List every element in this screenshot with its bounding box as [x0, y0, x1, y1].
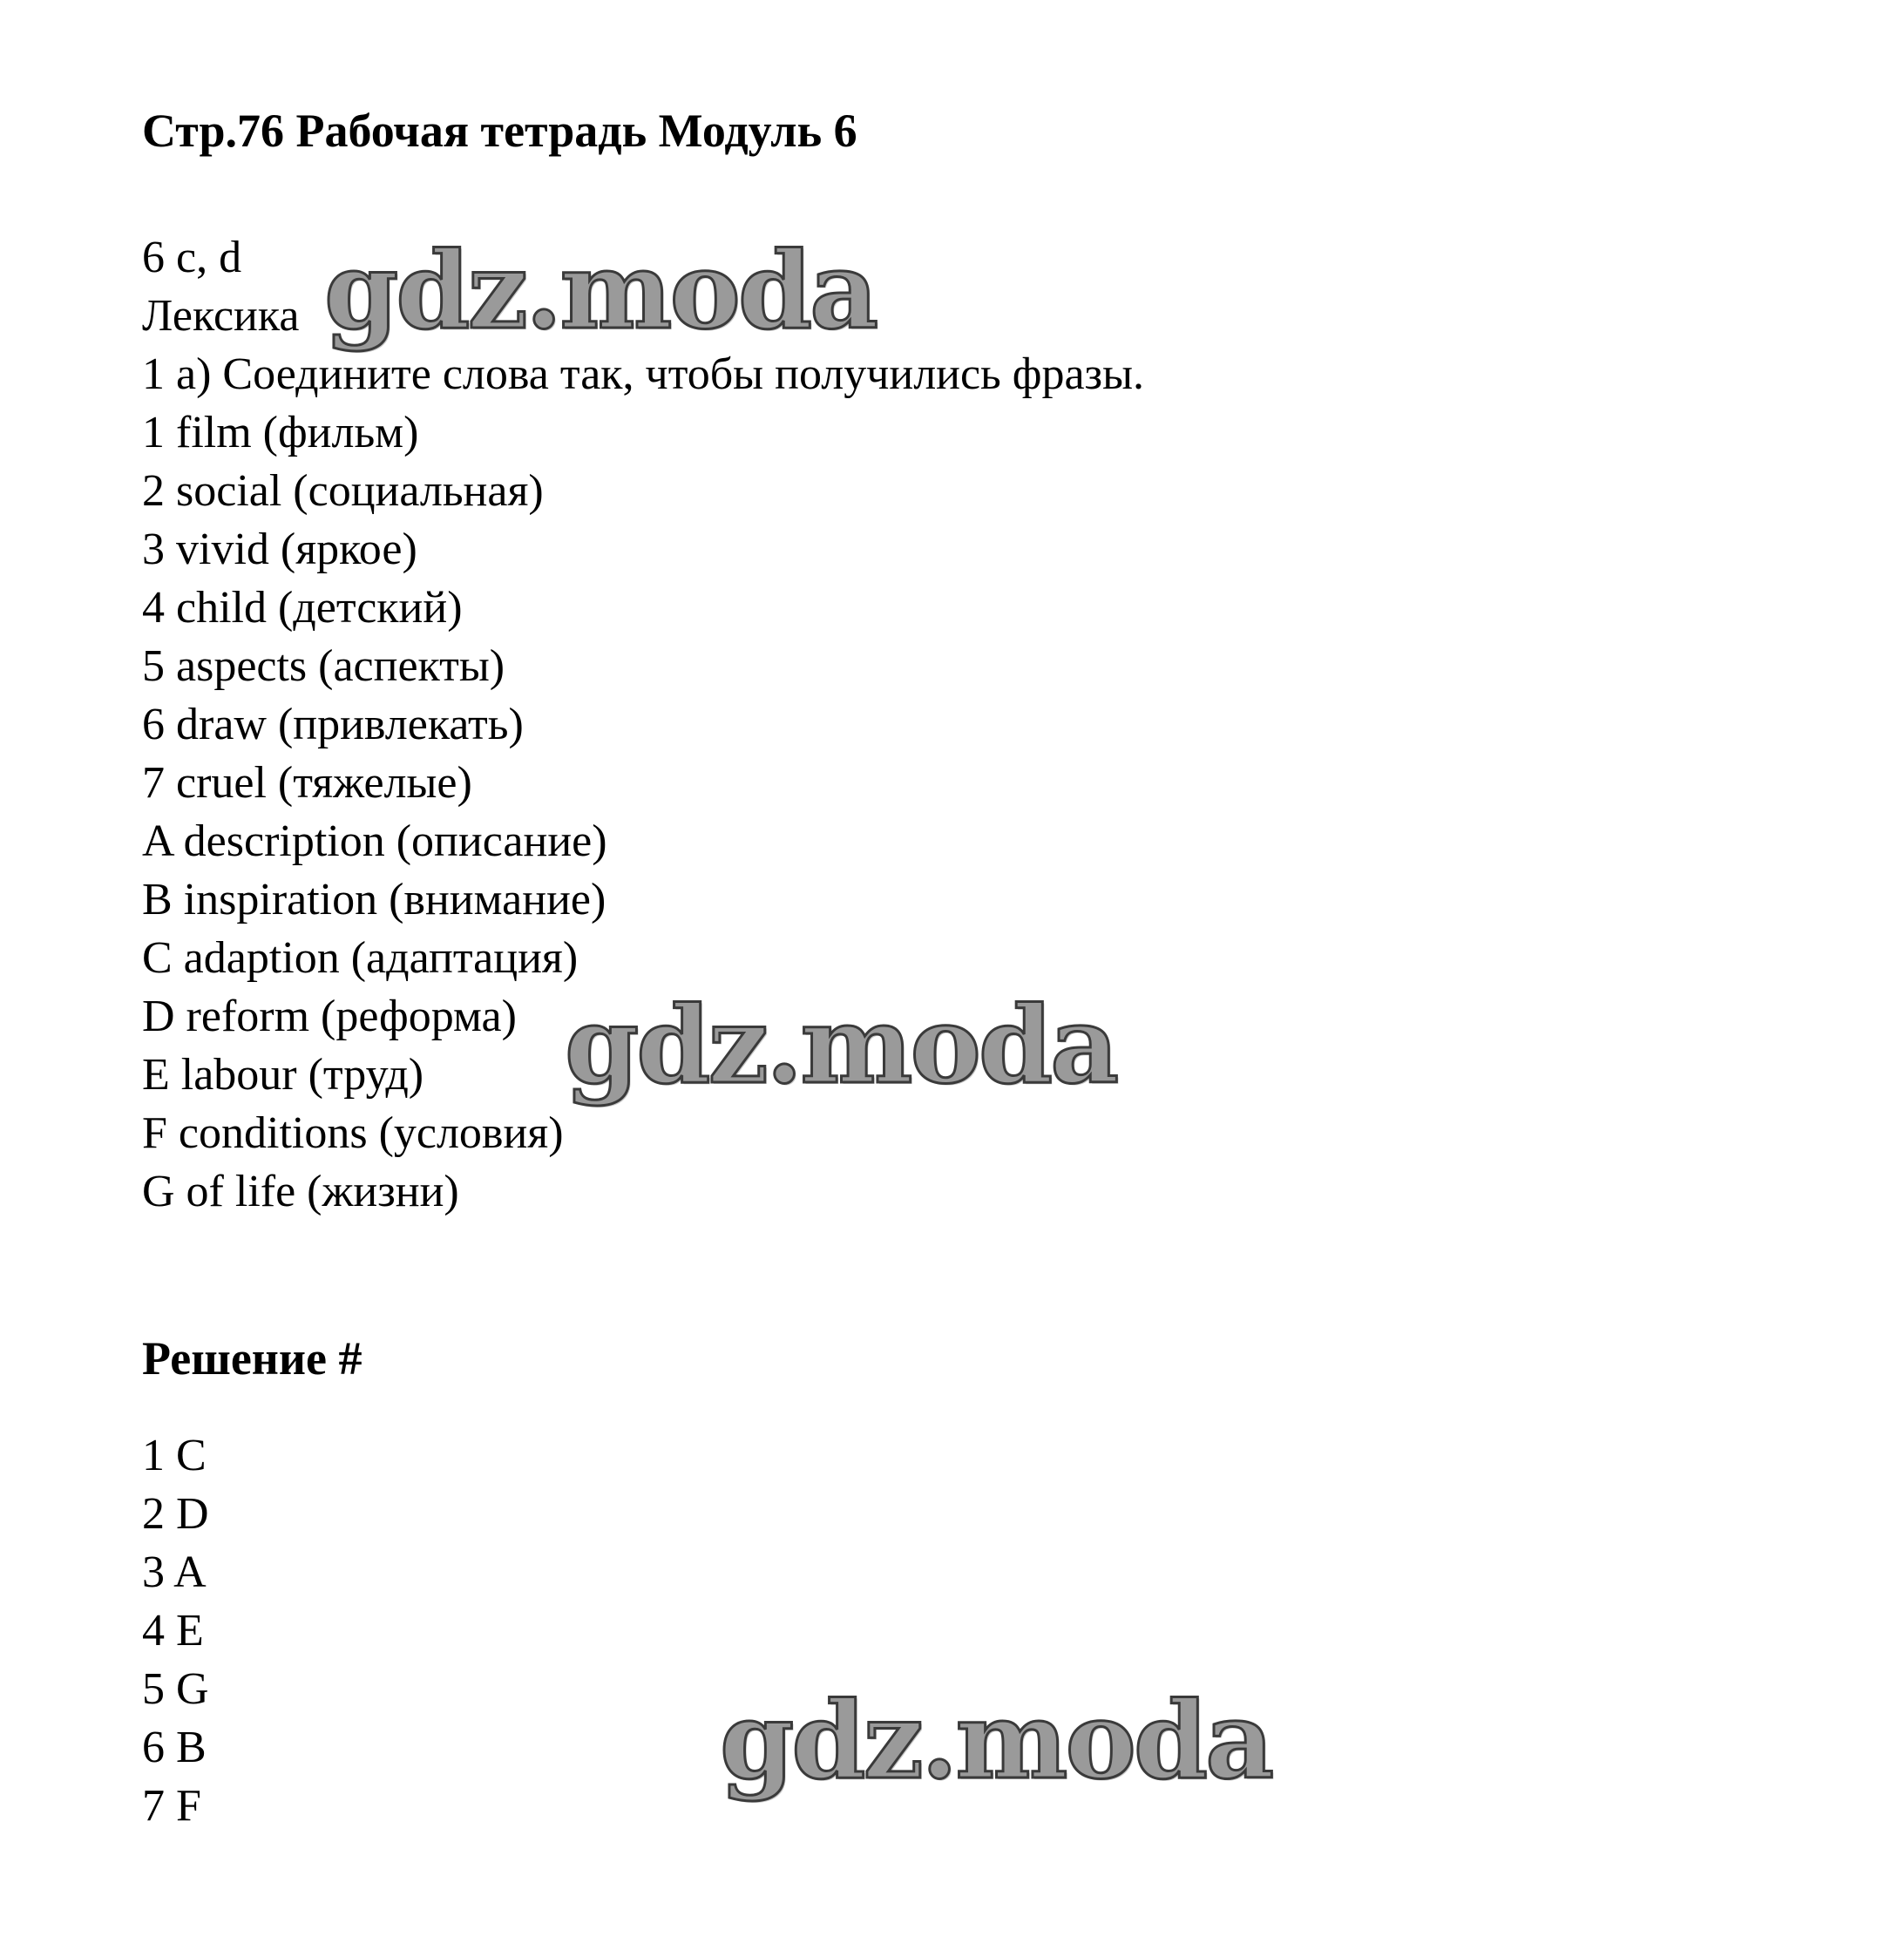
task-item: 4 child (детский) [142, 583, 463, 633]
answer-item: 2 D [142, 1489, 209, 1539]
watermark: gdz.moda [720, 1677, 1272, 1803]
task-item: 1 film (фильм) [142, 408, 419, 457]
task-option: G of life (жизни) [142, 1167, 459, 1216]
task-item: 3 vivid (яркое) [142, 525, 417, 574]
answer-item: 6 B [142, 1723, 207, 1772]
task-topic: Лексика [142, 291, 300, 341]
task-option: A description (описание) [142, 816, 607, 866]
watermark: gdz.moda [565, 982, 1117, 1107]
page-title: Стр.76 Рабочая тетрадь Модуль 6 [142, 105, 857, 157]
answer-item: 5 G [142, 1664, 209, 1714]
task-item: 6 draw (привлекать) [142, 700, 524, 749]
answer-item: 1 C [142, 1431, 207, 1480]
task-item: 2 social (социальная) [142, 466, 544, 516]
task-option: B inspiration (внимание) [142, 875, 606, 924]
solution-heading: Решение # [142, 1332, 363, 1385]
task-option: E labour (труд) [142, 1050, 424, 1100]
task-option: F conditions (условия) [142, 1108, 564, 1158]
answer-item: 3 A [142, 1547, 207, 1597]
watermark: gdz.moda [324, 227, 877, 353]
task-section: 6 c, d [142, 233, 242, 282]
task-option: C adaption (адаптация) [142, 933, 579, 983]
answer-item: 7 F [142, 1781, 201, 1831]
answer-item: 4 E [142, 1606, 204, 1656]
task-option: D reform (реформа) [142, 992, 517, 1041]
task-block [142, 228, 1144, 1221]
answers-list [142, 1426, 209, 1835]
task-instruction: 1 a) Соедините слова так, чтобы получились фразы. [142, 349, 1145, 399]
task-item: 7 cruel (тяжелые) [142, 758, 472, 808]
task-item: 5 aspects (аспекты) [142, 641, 505, 691]
